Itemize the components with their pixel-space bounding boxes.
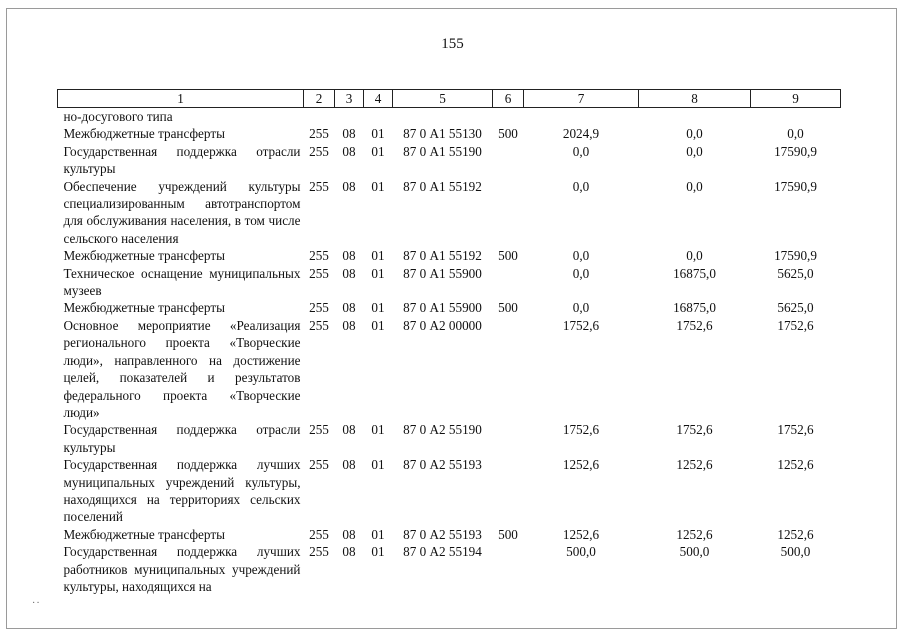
row-code-4: 01 — [371, 300, 385, 316]
row-value-8: 1252,6 — [676, 526, 713, 542]
column-header-1: 1 — [58, 90, 304, 108]
row-value-8: 500,0 — [679, 544, 710, 560]
row-code-3: 08 — [342, 422, 356, 438]
table-row — [58, 526, 841, 543]
row-value-7 — [524, 108, 639, 126]
row-code-4: 01 — [371, 422, 385, 438]
row-code-2: 255 — [309, 544, 329, 560]
table-row — [58, 143, 841, 178]
row-code-5: 87 0 А1 55130 — [403, 126, 482, 142]
row-value-9: 500,0 — [780, 544, 811, 560]
row-code-6 — [493, 421, 524, 456]
row-code-2: 255 — [309, 143, 329, 159]
row-code-2: 255 — [309, 265, 329, 281]
row-code-4: 01 — [371, 178, 385, 194]
table-row — [58, 299, 841, 316]
row-value-9: 1252,6 — [777, 457, 814, 473]
column-header-7: 7 — [524, 90, 639, 108]
row-value-7: 2024,9 — [562, 126, 600, 142]
row-value-9 — [751, 108, 841, 126]
row-name: Государственная поддержка лучших муниципальных учреждений культуры, находящихся на территориях сельских поселений — [63, 457, 301, 525]
table-row — [58, 247, 841, 264]
row-code-6: 500 — [498, 248, 518, 264]
row-code-4: 01 — [371, 317, 385, 333]
row-code-4: 01 — [371, 265, 385, 281]
row-code-6 — [493, 456, 524, 526]
scan-artifact: ·· — [32, 598, 41, 609]
row-value-9: 5625,0 — [777, 265, 814, 281]
row-value-7: 0,0 — [572, 178, 590, 194]
row-code-5: 87 0 А1 55192 — [403, 248, 482, 264]
row-value-8: 16875,0 — [673, 300, 716, 316]
column-header-8: 8 — [639, 90, 751, 108]
row-code-5: 87 0 А2 55194 — [403, 544, 482, 560]
row-code-5: 87 0 А1 55192 — [403, 178, 482, 194]
row-value-8: 0,0 — [686, 178, 703, 194]
row-value-8 — [639, 108, 751, 126]
row-code-2: 255 — [309, 457, 329, 473]
row-code-4: 01 — [371, 248, 385, 264]
row-code-2: 255 — [309, 300, 329, 316]
row-code-5: 87 0 А2 55190 — [403, 422, 482, 438]
row-code-6: 500 — [498, 126, 518, 142]
row-code-6: 500 — [498, 300, 518, 316]
row-code-5: 87 0 А2 55193 — [403, 457, 482, 473]
row-code-6 — [493, 143, 524, 178]
row-name: Межбюджетные трансферты — [63, 300, 225, 316]
budget-table — [57, 89, 841, 595]
row-code-5 — [393, 108, 493, 126]
row-code-4: 01 — [371, 526, 385, 542]
row-code-5: 87 0 А2 00000 — [403, 317, 482, 333]
column-header-6: 6 — [493, 90, 524, 108]
row-code-2: 255 — [309, 526, 329, 542]
row-code-4: 01 — [371, 126, 385, 142]
row-code-4: 01 — [371, 143, 385, 159]
row-name: Межбюджетные трансферты — [63, 126, 225, 142]
row-code-3: 08 — [342, 178, 356, 194]
row-value-8: 16875,0 — [673, 265, 716, 281]
column-header-4: 4 — [364, 90, 393, 108]
row-code-3: 08 — [342, 526, 356, 542]
row-code-4 — [364, 108, 393, 126]
table-row — [58, 456, 841, 526]
table-row — [58, 265, 841, 300]
row-name: Техническое оснащение муниципальных музеев — [63, 265, 301, 299]
row-code-6 — [493, 317, 524, 421]
page-number: 155 — [441, 36, 464, 52]
row-value-7: 0,0 — [572, 300, 590, 316]
row-code-4: 01 — [371, 544, 385, 560]
row-code-3: 08 — [342, 265, 356, 281]
row-value-7: 1752,6 — [562, 422, 600, 438]
row-value-9: 1752,6 — [777, 422, 814, 438]
row-value-9: 0,0 — [787, 126, 804, 142]
row-code-2 — [304, 108, 335, 126]
row-code-4: 01 — [371, 457, 385, 473]
row-code-3: 08 — [342, 143, 356, 159]
row-code-2: 255 — [309, 178, 329, 194]
row-code-2: 255 — [309, 317, 329, 333]
row-name: Межбюджетные трансферты — [63, 248, 225, 264]
row-code-2: 255 — [309, 248, 329, 264]
column-header-5: 5 — [393, 90, 493, 108]
row-code-3: 08 — [342, 300, 356, 316]
row-name: Государственная поддержка отрасли культуры — [63, 422, 301, 455]
row-code-3: 08 — [342, 126, 356, 142]
table-header-row — [58, 90, 841, 108]
row-code-3: 08 — [342, 317, 356, 333]
row-value-9: 17590,9 — [774, 143, 817, 159]
row-value-8: 0,0 — [686, 143, 703, 159]
row-value-9: 17590,9 — [774, 248, 817, 264]
row-code-6 — [493, 178, 524, 248]
row-code-6 — [493, 108, 524, 126]
table-row — [58, 421, 841, 456]
row-code-6: 500 — [498, 526, 518, 542]
row-value-9: 5625,0 — [777, 300, 814, 316]
row-name: Обеспечение учреждений культуры специализированным автотранспортом для обслуживания населения, в том числе сельского населения — [63, 178, 301, 246]
row-code-5: 87 0 А1 55900 — [403, 300, 482, 316]
row-code-2: 255 — [309, 126, 329, 142]
table-row — [58, 178, 841, 248]
row-value-8: 1752,6 — [676, 422, 713, 438]
row-value-7: 0,0 — [572, 265, 590, 281]
row-value-7: 0,0 — [572, 248, 590, 264]
row-value-7: 0,0 — [572, 143, 590, 159]
column-header-2: 2 — [304, 90, 335, 108]
row-value-9: 17590,9 — [774, 178, 817, 194]
row-name: но-досугового типа — [63, 109, 173, 124]
column-header-3: 3 — [335, 90, 364, 108]
row-code-5: 87 0 А2 55193 — [403, 526, 482, 542]
table-row — [58, 125, 841, 142]
row-value-8: 0,0 — [686, 248, 703, 264]
row-value-9: 1252,6 — [777, 526, 814, 542]
row-code-5: 87 0 А1 55900 — [403, 265, 482, 281]
row-value-7: 1752,6 — [562, 317, 600, 333]
row-value-8: 0,0 — [686, 126, 703, 142]
row-value-8: 1252,6 — [676, 457, 713, 473]
row-value-8: 1752,6 — [676, 317, 713, 333]
row-name: Основное мероприятие «Реализация регионального проекта «Творческие люди», направленного на достижение целей, показателей и результатов федерального проекта «Творческие люди» — [63, 317, 301, 420]
row-code-3: 08 — [342, 248, 356, 264]
row-name: Межбюджетные трансферты — [63, 526, 225, 542]
table-row — [58, 543, 841, 595]
table-row — [58, 317, 841, 421]
row-name: Государственная поддержка лучших работников муниципальных учреждений культуры, находящихся на — [63, 544, 301, 594]
row-code-3 — [335, 108, 364, 126]
row-code-3: 08 — [342, 457, 356, 473]
row-code-5: 87 0 А1 55190 — [403, 143, 482, 159]
column-header-9: 9 — [751, 90, 841, 108]
row-code-6 — [493, 543, 524, 595]
row-code-6 — [493, 265, 524, 300]
table-body — [58, 108, 841, 596]
row-value-9: 1752,6 — [777, 317, 814, 333]
row-code-3: 08 — [342, 544, 356, 560]
row-value-7: 1252,6 — [562, 526, 600, 542]
row-value-7: 500,0 — [566, 544, 596, 560]
table-row — [58, 108, 841, 126]
row-code-2: 255 — [309, 422, 329, 438]
row-name: Государственная поддержка отрасли культуры — [63, 143, 301, 177]
row-value-7: 1252,6 — [562, 457, 600, 473]
